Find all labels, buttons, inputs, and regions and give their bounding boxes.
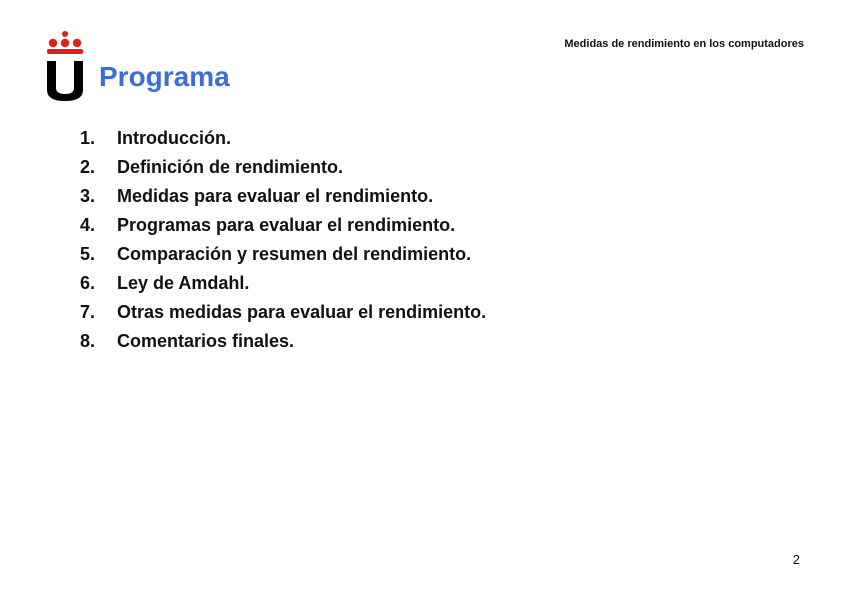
- list-item-text: Comparación y resumen del rendimiento.: [117, 244, 472, 264]
- list-item-number: 3.: [80, 186, 96, 206]
- list-item: [80, 211, 486, 240]
- list-item-text: Medidas para evaluar el rendimiento.: [117, 186, 434, 206]
- list-item-text: Comentarios finales.: [117, 331, 295, 351]
- list-item-number: 4.: [80, 215, 96, 235]
- list-item-text: Otras medidas para evaluar el rendimiento.: [117, 302, 487, 322]
- list-item-number: 7.: [80, 302, 96, 322]
- list-item-text: Programas para evaluar el rendimiento.: [117, 215, 456, 235]
- list-item: [80, 153, 486, 182]
- slide-title: Programa: [99, 61, 230, 92]
- list-item: [80, 240, 486, 269]
- agenda-list: [80, 124, 486, 356]
- list-item: [80, 298, 486, 327]
- list-item: [80, 327, 486, 356]
- list-item: [80, 124, 486, 153]
- page-number: 2: [792, 552, 800, 567]
- list-item-number: 1.: [80, 128, 96, 148]
- list-item-number: 8.: [80, 331, 96, 351]
- list-item-number: 6.: [80, 273, 96, 293]
- document-header-title: Medidas de rendimiento en los computadores: [564, 38, 804, 50]
- list-item-text: Introducción.: [117, 128, 231, 148]
- list-item-number: 2.: [80, 157, 96, 177]
- university-logo-icon: [44, 30, 86, 102]
- list-item-text: Definición de rendimiento.: [117, 157, 344, 177]
- list-item-number: 5.: [80, 244, 96, 264]
- list-item-text: Ley de Amdahl.: [117, 273, 250, 293]
- list-item: [80, 182, 486, 211]
- list-item: [80, 269, 486, 298]
